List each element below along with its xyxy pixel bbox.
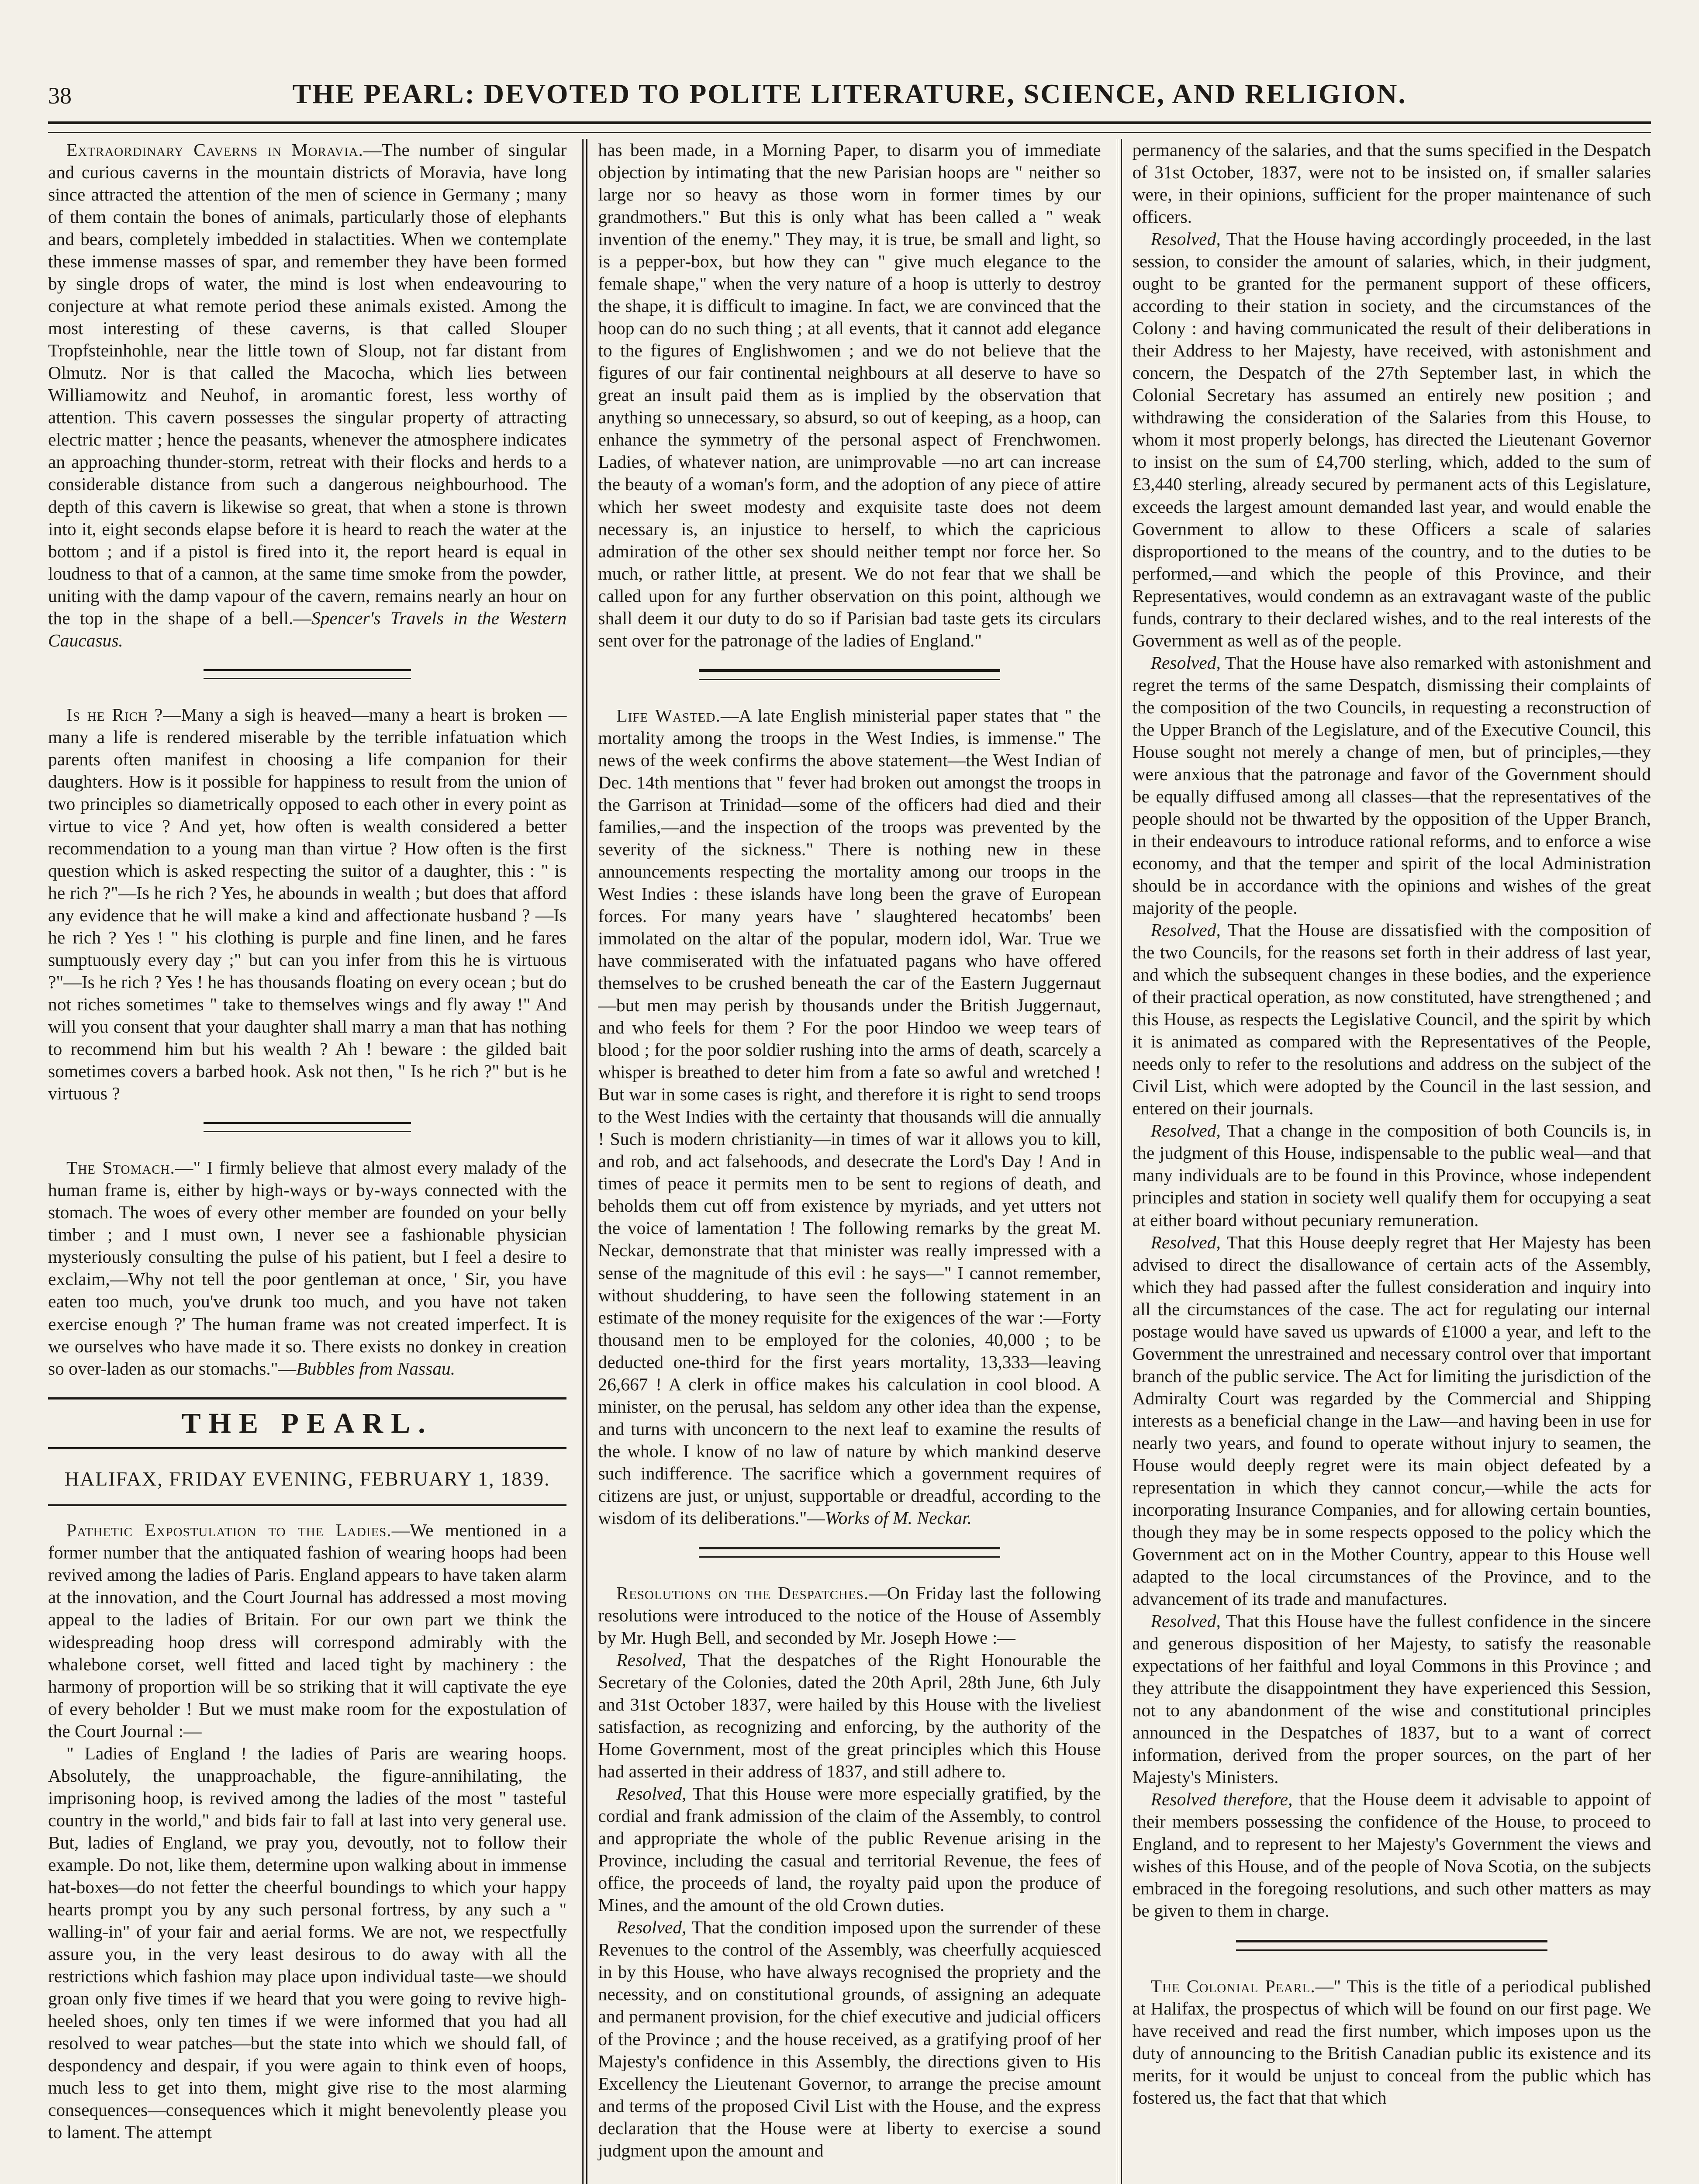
masthead-title: THE PEARL.	[48, 1397, 566, 1449]
resolution-text: that the House deem it advisable to appoint of their members possessing the confidence of the House, to proceed to England, and to represent to her Majesty's Government the views and wishes of this House, and of the people of Nova Scotia, on the subjects embraced in the foregoing resolutions, and such other matters as may be given to them in charge.	[1132, 1789, 1651, 1921]
resolution-text: That the condition imposed upon the surrender of these Revenues to the control of the Assembly, was cheerfully acquiesced in by this House, who have always recognised the propriety and the necessity, and on constitutional grounds, of assigning an adequate and permanent provision, for the chief executive and judicial officers of the Province ; and the house received, as a gratifying proof of her Majesty's confidence in this Assembly, the directions given to His Excellency the Lieutenant Governor, to arrange the precise amount and terms of the proposed Civil List with the House, and the express declaration that the House were at liberty to exercise a sound judgment upon the amount and	[598, 1917, 1101, 2160]
columns	[48, 139, 1651, 2184]
page-number: 38	[48, 83, 72, 109]
article-resolutions-continued	[1133, 139, 1651, 1922]
article-stomach	[48, 1157, 566, 1379]
resolution-text: That the House are dissatisfied with the composition of the two Councils, for the reasons set forth in their address of last year, and which the subsequent changes in these bodies, and the experience of their practical operation, as now constituted, have strengthened ; and this House, as respects the Legislative Council, and the spirit by which it is animated as compared with the Representatives of the People, needs only to refer to the resolutions and address on the subject of the Civil List, which were adopted by the Council in the last session, and entered on their journals.	[1132, 920, 1651, 1119]
running-title: THE PEARL: DEVOTED TO POLITE LITERATURE, SCIENCE, AND RELIGION.	[292, 78, 1407, 109]
column-2	[582, 139, 1116, 2184]
article-divider	[699, 669, 1001, 680]
article-citation: Spencer's Travels in the Western Caucasus.	[48, 608, 567, 650]
article-citation: Bubbles from Nassau.	[296, 1358, 456, 1379]
resolution-text: That this House have the fullest confidence in the sincere and generous disposition of her Majesty, to satisfy the reasonable expectations of her faithful and loyal Commons in this Province ; and they attribute the disappointment they have experienced this Session, not to any abandonment of the wise and constitutional principles announced in the Despatches of 1837, but to a want of correct information, derived from the proper sources, on the part of her Majesty's Ministers.	[1132, 1611, 1651, 1787]
article-divider	[1236, 1940, 1547, 1951]
article-life-wasted	[598, 705, 1101, 1529]
resolution-text: That this House were more especially gratified, by the cordial and frank admission of the claim of the Assembly, to control and appropriate the whole of the public Revenue arising in the Province, including the casual and territorial Revenue, the fees of office, the proceeds of land, the royalty paid upon the produce of Mines, and the amount of the old Crown duties.	[598, 1783, 1101, 1915]
article-body: —The number of singular and curious caverns in the mountain districts of Moravia, have long since attracted the attention of the men of science in Germany ; many of them contain the bones of animals, particularly those of elephants and bears, completely imbedded in stalactities. When we contemplate these immense masses of spar, and remember they have been formed by single drops of water, the mind is lost when endeavouring to conjecture at what remote period these animals existed. Among the most interesting of these caverns, is that called Slouper Tropfsteinhohle, near the little town of Sloup, not far distant from Olmutz. Nor is that called the Macocha, which lies between Williamowitz and Neuhof, in aromantic forest, less worthy of attention. This cavern possesses the singular property of attracting electric matter ; hence the peasants, whenever the atmosphere indicates an approaching thunder-storm, retreat with their flocks and herds to a considerable distance from such a dangerous neighbourhood. The depth of this cavern is likewise so great, that when a stone is thrown into it, eight seconds elapse before it is heard to reach the water at the bottom ; and if a pistol is fired into it, the report heard is equal in loudness to that of a cannon, at the same time smoke from the powder, uniting with the damp vapour of the cavern, remains nearly an hour on the top in the shape of a bell.—	[48, 140, 567, 628]
article-colonial-pearl	[1133, 1975, 1651, 2109]
article-body: —" This is the title of a periodical published at Halifax, the prospectus of which will be found on our first page. We have received and read the first number, which imposes upon us the duty of announcing to the British Canadian public its existence and its merits, for it would be unjust to conceal from the public which has fostered us, the fact that that which	[1132, 1976, 1651, 2108]
masthead	[48, 1397, 566, 1507]
masthead-rule	[48, 1504, 566, 1506]
article-heading: Extraordinary Caverns in Moravia.	[66, 140, 363, 160]
article-resolutions	[598, 1582, 1101, 2162]
article-expostulation-continued	[598, 139, 1101, 652]
resolution-text: That the House having accordingly proceeded, in the last session, to consider the amount of salaries, which, in their judgment, ought to be granted for the permanent support of these officers, according to their station in society, and the circumstances of the Colony : and having communicated the result of their deliberations in their Address to her Majesty, have received, with astonishment and concern, the Despatch of the 27th September last, in which the Colonial Secretary has assumed an entirely new position ; and withdrawing the consideration of the Salaries from this House, to whom it most properly belongs, has directed the Lieutenant Governor to insist on the sum of £4,700 sterling, which, added to the sum of £3,440 sterling, already secured by permanent acts of this Legislature, exceeds the largest amount demanded last year, and would enable the Government to allow to these Officers a scale of salaries disproportioned to the means of the country, and to the duties to be performed,—and which the people of this Province, and their Representatives, would condemn as an extravagant waste of the public funds, contrary to their declared wishes, and to the real interests of the Government as well as of the people.	[1132, 229, 1651, 650]
resolved-label: Resolved,	[1150, 920, 1221, 940]
article-heading: The Stomach.	[66, 1158, 175, 1178]
resolution-text: That the House have also remarked with astonishment and regret the terms of the same Despatch, dismissing their complaints of the composition of the two Councils, in requesting a reconstruction of the Upper Branch of the Legislature, and of the Executive Council, this House sought not merely a change of men, but of principles,—they were anxious that the patronage and favor of the Government should be equally diffused among all classes—that the representatives of the people should not be thwarted by the opposition of the Upper Branch, in their endeavours to introduce rational reforms, and to enforce a wise economy, and that the temper and spirit of the local Administration should be in accordance with the opinions and wishes of the great majority of the people.	[1132, 652, 1651, 918]
resolution-text: That this House deeply regret that Her Majesty has been advised to direct the disallowance of certain acts of the Assembly, which they had passed after the fullest consideration and inquiry into all the circumstances of the case. The act for regulating our internal postage would have saved us upwards of £1000 a year, and left to the Government the unrestrained and necessary control over that important branch of the public service. The Act for limiting the jurisdiction of the Admiralty Court was regarded by the Commercial and Shipping interests as a beneficial change in the Law—and having been in use for nearly two years, and found to operate without injury to seamen, the House would deeply regret were its main object defeated by a representation in which they cannot concur,—while the acts for incorporating Insurance Companies, and for allowing certain bounties, though they may be in some respects opposed to the policy which the Government act on in the Mother Country, appear to this House well adapted to the local circumstances of the Province, and to the advancement of its trade and manufactures.	[1132, 1232, 1651, 1609]
resolution-text: That a change in the composition of both Councils is, in the judgment of this House, indispensable to the public weal—and that many individuals are to be found in this Province, whose independent principles and station in society well qualify them for occupying a seat at either board without pecuniary remuneration.	[1132, 1120, 1651, 1230]
header-rule	[48, 121, 1651, 133]
page-header	[48, 74, 1651, 114]
article-divider	[699, 1547, 1001, 1558]
article-heading: Pathetic Expostulation to the Ladies.	[66, 1520, 392, 1541]
article-body: —We mentioned in a former number that the antiquated fashion of wearing hoops had been revived among the ladies of Paris. England appears to have taken alarm at the innovation, and the Court Journal has addressed a most moving appeal to the ladies of Britain. For our own part we think the widespreading hoop dress will correspond admirably with the whalebone corset, well fitted and laced tight by machinery : the harmony of proportion will be so striking that it will captivate the eye of every beholder ! But we must make room for the expostulation of the Court Journal :—	[48, 1520, 567, 1741]
resolved-label: Resolved,	[1150, 1120, 1221, 1141]
article-heading: Is he Rich ?	[66, 704, 163, 725]
article-body: —A late English ministerial paper states that " the mortality among the troops in the West Indies, is immense." The news of the week confirms the above statement—the West Indian of Dec. 14th mentions that " fever had broken out amongst the troops in the Garrison at Trinidad—some of the officers had died and their families,—and the inspection of the troops was prevented by the severity of the sickness." There is nothing new in these announcements respecting the mortality among our troops in the West Indies : these islands have long been the grave of European forces. For many years have ' slaughtered hecatombs' been immolated on the altar of the popular, modern idol, War. True we have commiserated with the infatuated pagans who have offered themselves to be crushed beneath the car of the Eastern Juggernaut—but men may perish by thousands under the British Juggernaut, and who feels for them ? For the poor Hindoo we weep tears of blood ; for the poor soldier rushing into the arms of death, scarcely a whisper is breathed to deter him from a fate so awful and wretched ! But war in some cases is right, and therefore it is right to send troops to the West Indies with the certainty that thousands will die annually ! Such is modern christianity—in times of war it allows you to kill, and rob, and act falsehoods, and desecrate the Lord's Day ! And in times of peace it permits men to be sent to regions of death, and beholds them cut off from existence by myriads, and yet utters not the voice of lamentation ! The following remarks by the great M. Neckar, demonstrate that that minister was really impressed with a sense of the magnitude of this evil : he says—" I cannot remember, without shuddering, to have seen the following statement in an estimate of the money requisite for the exigences of the war :—Forty thousand men to be employed for the colonies, 40,000 ; to be deducted one-third for the first years mortality, 13,333—leaving 26,667 ! A clerk in office makes his calculation in cool blood. A minister, on the perusal, has seldom any other idea than the expense, and turns with unconcern to the next leaf to examine the results of the whole. I know of no law of nature by which mankind deserve such indifference. The sacrifice which a government requires of citizens are just, or unjust, supportable or dreadful, according to the wisdom of its deliberations."—	[598, 705, 1101, 1528]
column-3	[1117, 139, 1651, 2184]
article-body: —Many a sigh is heaved—many a heart is broken —many a life is rendered miserable by the terrible infatuation which parents often manifest in choosing a life companion for their daughters. How is it possible for happiness to result from the union of two principles so diametrically opposed to each other in every point as virtue to vice ? And yet, how often is wealth considered a better recommendation to a young man than virtue ? How often is the first question which is asked respecting the suitor of a daughter, this : " is he rich ?"—Is he rich ? Yes, he abounds in wealth ; but does that afford any evidence that he will make a kind and affectionate husband ? —Is he rich ? Yes ! " his clothing is purple and fine linen, and he fares sumptuously every day ;" but can you infer from this he is virtuous ?"—Is he rich ? Yes ! he has thousands floating on every ocean ; but do not riches sometimes " take to themselves wings and fly away !" And will you consent that your daughter shall marry a man that has nothing to recommend him but his wealth ? Ah ! beware : the gilded bait sometimes covers a barbed hook. Ask not then, " Is he rich ?" but is he virtuous ?	[48, 704, 567, 1104]
article-heading: Life Wasted.	[616, 705, 721, 726]
article-divider	[204, 669, 411, 679]
article-body: has been made, in a Morning Paper, to disarm you of immediate objection by intimating that the new Parisian hoops are " neither so large nor so heavy as those worn in former times by our grandmothers." But this is only what has been called a " weak invention of the enemy." They may, it is true, be small and light, so is a pepper-box, but how they can " give much elegance to the female shape," when the very nature of a hoop is utterly to destroy the shape, it is difficult to imagine. In fact, we are convinced that the hoop can do no such thing ; at all events, that it cannot add elegance to the figures of Englishwomen ; and we do not believe that the figures of our fair continental neighbours at all deserve to have so great an insult paid them as is implied by the observation that anything so unnecessary, so absurd, so out of keeping, as a hoop, can enhance the symmetry of the personal aspect of Frenchwomen. Ladies, of whatever nation, are unimprovable —no art can increase the beauty of a woman's form, and the adoption of any piece of attire which her sweet modesty and exquisite taste does not deem necessary is, an injustice to herself, to which the capricious admiration of the other sex should neither tempt nor force her. So much, or rather little, at present. We do not fear that we shall be called upon for any further observation on this point, although we shall deem it our duty to do so if Parisian bad taste gets its circulars sent over for the patronage of the ladies of England."	[598, 140, 1101, 650]
article-body: —" I firmly believe that almost every malady of the human frame is, either by high-ways or by-ways connected with the stomach. The woes of every other member are founded on your belly timber ; and I must own, I never see a fashionable physician mysteriously consulting the pulse of his patient, but I feel a desire to exclaim,—Why not tell the poor gentleman at once, ' Sir, you have eaten too much, you've drunk too much, and you have not taken exercise enough ?' The human frame was not created imperfect. It is we ourselves who have made it so. There exists no donkey in creation so over-laden as our stomachs."—	[48, 1158, 567, 1379]
article-citation: Works of M. Neckar.	[825, 1507, 972, 1528]
resolved-label: Resolved,	[1150, 1232, 1221, 1252]
resolution-text: permanency of the salaries, and that the sums specified in the Despatch of 31st October, 1837, were not to be insisted on, if smaller salaries were, in their opinions, sufficient for the proper maintenance of such officers.	[1132, 140, 1651, 227]
column-1	[48, 139, 582, 2184]
article-body: —On Friday last the following resolutions were introduced to the notice of the House of Assembly by Mr. Hugh Bell, and seconded by Mr. Joseph Howe :—	[598, 1583, 1101, 1648]
article-caverns	[48, 139, 566, 652]
resolved-therefore-label: Resolved therefore,	[1150, 1789, 1293, 1810]
masthead-dateline: HALIFAX, FRIDAY EVENING, FEBRUARY 1, 1839.	[64, 1467, 550, 1490]
resolved-label: Resolved,	[616, 1917, 687, 1938]
resolved-label: Resolved,	[1150, 652, 1221, 673]
article-heading: The Colonial Pearl.	[1150, 1976, 1316, 1996]
article-rich	[48, 704, 566, 1105]
resolution-text: That the despatches of the Right Honourable the Secretary of the Colonies, dated the 20th April, 28th June, 6th July and 31st October 1837, were hailed by this House with the liveliest satisfaction, as recognizing and enforcing, by the authority of the Home Government, most of the great principles which this House had asserted in their address of 1837, and still adhere to.	[598, 1649, 1101, 1782]
article-heading: Resolutions on the Despatches.	[616, 1583, 869, 1603]
article-expostulation	[48, 1519, 566, 2143]
resolved-label: Resolved,	[616, 1783, 687, 1804]
resolved-label: Resolved,	[1150, 229, 1221, 249]
resolved-label: Resolved,	[1150, 1611, 1221, 1631]
article-quote: " Ladies of England ! the ladies of Paris are wearing hoops. Absolutely, the unapproachable, the figure-annihilating, the imprisoning hoop, is revived among the ladies of the most " tasteful country in the world," and bids fair to fall at last into very general use. But, ladies of England, we pray you, devoutly, not to follow their example. Do not, like them, determine upon walking about in immense hat-boxes—do not fetter the cheerful boundings to which your happy hearts prompt you by any such personal fortress, by any such a " walling-in" of your fair and aerial forms. We are not, we respectfully assure you, in the very least desirous to do away with all the restrictions which fashion may place upon individual taste—we should groan only five times if we heard that you were going to revive high-heeled shoes, only ten times if we were informed that you had all resolved to wear patches—but the state into which we should fall, of despondency and despair, if you were again to think even of hoops, much less to get into them, might give rise to the most alarming consequences—consequences which it might benevolently please you to lament. The attempt	[48, 1743, 567, 2143]
article-divider	[204, 1122, 411, 1132]
resolved-label: Resolved,	[616, 1649, 687, 1670]
